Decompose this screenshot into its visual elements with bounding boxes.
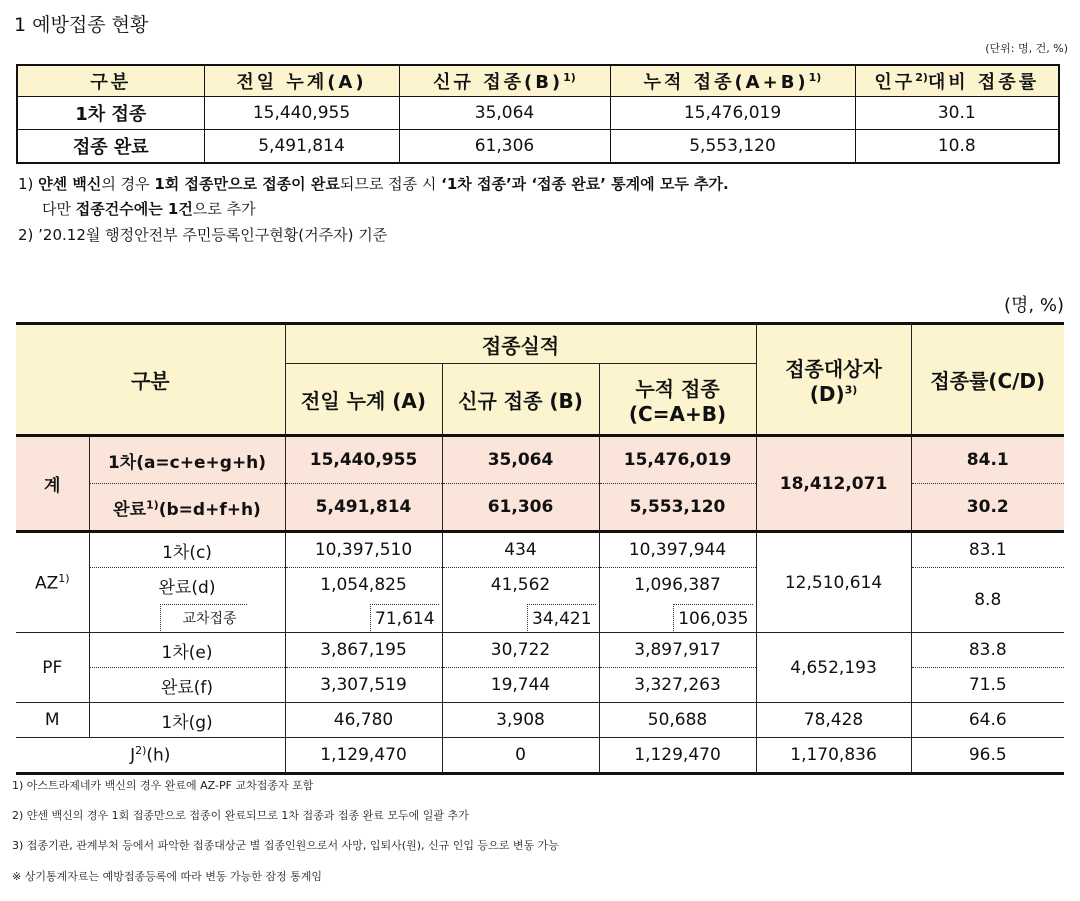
summary-header-cumulative: 누적 접종$(A+B)^{1)}$ xyxy=(610,65,855,97)
cross-cell: 71,614 xyxy=(285,602,442,633)
detail-header-rate: 접종률(C/D) xyxy=(911,324,1064,436)
j-row xyxy=(16,738,1064,774)
m-label: M xyxy=(16,703,89,738)
cell-rate: 96.5 xyxy=(911,738,1064,774)
cell: 3,307,519 xyxy=(285,668,442,703)
total-label: 계 xyxy=(16,436,89,532)
cell-rate: 71.5 xyxy=(911,668,1064,703)
row-label: 완료(d) xyxy=(89,568,285,603)
summary-table xyxy=(16,64,1060,164)
detail-header-cumulative: 누적 접종 (C=A+B) xyxy=(599,364,756,436)
summary-row xyxy=(17,97,1059,130)
detail-header-prev: 전일 누계 (A) xyxy=(285,364,442,436)
total-first-dose-row xyxy=(16,436,1064,484)
cell: 35,064 xyxy=(442,436,599,484)
cell-rate: 8.8 xyxy=(911,568,1064,633)
note-2: 2) ’20.12월 행정안전부 주민등록인구현황(거주자) 기준 xyxy=(18,226,388,244)
unit-label-top: (단위: 명, 건, %) xyxy=(985,42,1068,55)
cell: 5,553,120 xyxy=(599,484,756,532)
cell: 61,306 xyxy=(442,484,599,532)
cell: 46,780 xyxy=(285,703,442,738)
summary-cell: 61,306 xyxy=(399,130,610,164)
row-label: 1차(c) xyxy=(89,532,285,568)
row-label: 1차(e) xyxy=(89,633,285,668)
cell: 434 xyxy=(442,532,599,568)
summary-header-category: 구분 xyxy=(17,65,204,97)
detail-table xyxy=(16,322,1064,775)
j-target: 1,170,836 xyxy=(756,738,911,774)
row-label: 1차(a=c+e+g+h) xyxy=(89,436,285,484)
cell-rate: 64.6 xyxy=(911,703,1064,738)
summary-cell: 35,064 xyxy=(399,97,610,130)
summary-row-label: 1차 접종 xyxy=(17,97,204,130)
cell-rate: 83.1 xyxy=(911,532,1064,568)
az-label: AZ$^{1)}$ xyxy=(16,532,89,633)
cell: 10,397,510 xyxy=(285,532,442,568)
cell: 41,562 xyxy=(442,568,599,603)
az-target: 12,510,614 xyxy=(756,532,911,633)
note-1-continued: 다만 접종건수에는 1건으로 추가 xyxy=(42,200,256,218)
cell-rate: 84.1 xyxy=(911,436,1064,484)
cell: 0 xyxy=(442,738,599,774)
cross-label-cell xyxy=(89,602,285,633)
cross-cell: 106,035 xyxy=(599,602,756,633)
m-row xyxy=(16,703,1064,738)
detail-header-row xyxy=(16,324,1064,364)
cell: 1,129,470 xyxy=(599,738,756,774)
row-label: 완료(f) xyxy=(89,668,285,703)
summary-cell: 30.1 xyxy=(855,97,1059,130)
summary-row xyxy=(17,130,1059,164)
footnote-1: 1) 아스트라제네카 백신의 경우 완료에 AZ-PF 교차접종자 포함 xyxy=(12,779,314,792)
cell: 5,491,814 xyxy=(285,484,442,532)
cross-cell: 34,421 xyxy=(442,602,599,633)
j-label: $J^{2)}(h)$ xyxy=(16,738,285,774)
footnote-4: ※ 상기통계자료는 예방접종등록에 따라 변동 가능한 잠정 통계임 xyxy=(12,870,322,883)
cell: 15,476,019 xyxy=(599,436,756,484)
pf-label: PF xyxy=(16,633,89,703)
cell: 1,096,387 xyxy=(599,568,756,603)
cell: 3,327,263 xyxy=(599,668,756,703)
row-label: 완료$^{1)}$(b=d+f+h) xyxy=(89,484,285,532)
cross-label: 교차접종 xyxy=(160,604,247,631)
pf-target: 4,652,193 xyxy=(756,633,911,703)
cell: 3,908 xyxy=(442,703,599,738)
footnote-2: 2) 얀센 백신의 경우 1회 접종만으로 접종이 완료되므로 1차 접종과 접종 완료 모두에 일괄 추가 xyxy=(12,809,469,822)
summary-header-rate: 인구$^{2)}$대비 접종률 xyxy=(855,65,1059,97)
unit-label-mid: (명, %) xyxy=(1004,295,1064,316)
summary-cell: 15,476,019 xyxy=(610,97,855,130)
cell: 15,440,955 xyxy=(285,436,442,484)
summary-cell: 10.8 xyxy=(855,130,1059,164)
cell-rate: 30.2 xyxy=(911,484,1064,532)
cell: 19,744 xyxy=(442,668,599,703)
detail-header-target: 접종대상자 $(D)^{3)}$ xyxy=(756,324,911,436)
summary-header-new: 신규 접종$(B)^{1)}$ xyxy=(399,65,610,97)
detail-header-new: 신규 접종 (B) xyxy=(442,364,599,436)
note-1: 1) 얀센 백신의 경우 1회 접종만으로 접종이 완료되므로 접종 시 ‘1차 접종’과 ‘접종 완료’ 통계에 모두 추가. xyxy=(18,175,729,193)
detail-header-performance: 접종실적 xyxy=(285,324,756,364)
summary-header-prev: 전일 누계(A) xyxy=(204,65,399,97)
cell: 3,897,917 xyxy=(599,633,756,668)
page-title: 1 예방접종 현황 xyxy=(14,14,149,36)
row-label: 1차(g) xyxy=(89,703,285,738)
total-target: 18,412,071 xyxy=(756,436,911,532)
cell: 30,722 xyxy=(442,633,599,668)
summary-cell: 5,491,814 xyxy=(204,130,399,164)
summary-cell: 15,440,955 xyxy=(204,97,399,130)
cell: 3,867,195 xyxy=(285,633,442,668)
m-target: 78,428 xyxy=(756,703,911,738)
footnote-3: 3) 접종기관, 관계부처 등에서 파악한 접종대상군 별 접종인원으로서 사망, 입퇴사(원), 신규 인입 등으로 변동 가능 xyxy=(12,839,559,852)
cell: 1,054,825 xyxy=(285,568,442,603)
cell-rate: 83.8 xyxy=(911,633,1064,668)
cell: 1,129,470 xyxy=(285,738,442,774)
cell: 10,397,944 xyxy=(599,532,756,568)
summary-row-label: 접종 완료 xyxy=(17,130,204,164)
pf-first-dose-row xyxy=(16,633,1064,668)
az-first-dose-row xyxy=(16,532,1064,568)
cell: 50,688 xyxy=(599,703,756,738)
summary-header-row xyxy=(17,65,1059,97)
summary-cell: 5,553,120 xyxy=(610,130,855,164)
detail-header-category: 구분 xyxy=(16,324,285,436)
